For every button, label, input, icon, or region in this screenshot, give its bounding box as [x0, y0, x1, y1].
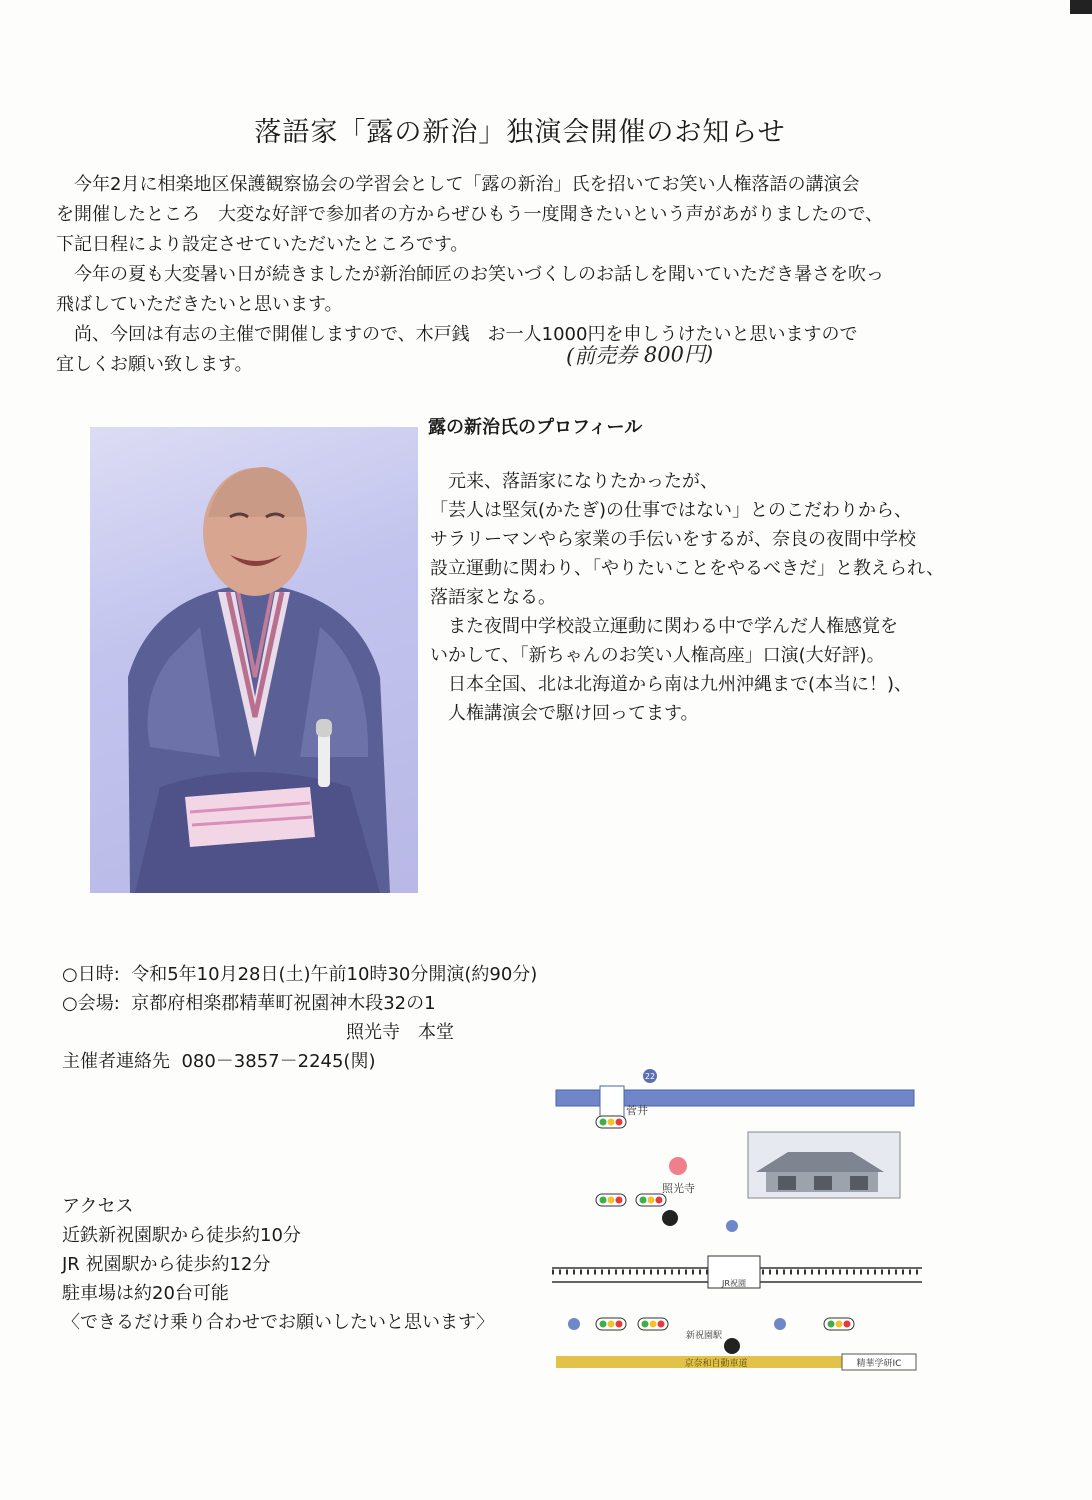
- date-value: 令和5年10月28日(土)午前10時30分開演(約90分): [131, 964, 538, 985]
- intro-line: を開催したところ 大変な好評で参加者の方からぜひもう一度聞きたいという声があがりましたので、: [56, 204, 884, 225]
- access-info: [62, 1192, 494, 1337]
- traffic-light-icon: [824, 1318, 854, 1330]
- traffic-light-icon: [636, 1194, 666, 1206]
- profile-line: いかして、「新ちゃんのお笑い人権高座」口演(大好評)。: [430, 645, 885, 666]
- scan-edge: [1070, 0, 1092, 14]
- access-line: 近鉄新祝園駅から徒歩約10分: [62, 1225, 301, 1246]
- profile-line: また夜間中学校設立運動に関わる中で学んだ人権感覚を: [448, 616, 898, 637]
- contact-phone: 080－3857－2245(関): [181, 1051, 376, 1072]
- access-map: [552, 1068, 922, 1378]
- traffic-light-icon: [638, 1318, 668, 1330]
- intro-line: 下記日程により設定させていただいたところです。: [56, 234, 469, 255]
- venue-value: 京都府相楽郡精華町祝園神木段32の1: [131, 993, 436, 1014]
- profile-line: 元来、落語家になりたかったが、: [448, 471, 718, 492]
- access-title: アクセス: [62, 1196, 134, 1217]
- intro-line: 尚、今回は有志の主催で開催しますので、木戸銭 お一人1000円を申しうけたいと思いますので: [74, 324, 858, 345]
- performer-photo: [90, 427, 418, 893]
- traffic-light-icon: [596, 1194, 626, 1206]
- event-venue-row: [62, 989, 537, 1018]
- profile-text: [430, 467, 990, 728]
- contact-row: [62, 1047, 537, 1076]
- intro-line: 宜しくお願い致します。: [56, 354, 253, 375]
- contact-label: 主催者連絡先: [62, 1051, 170, 1072]
- profile-title: 露の新治氏のプロフィール: [428, 417, 643, 438]
- access-line: 〈できるだけ乗り合わせでお願いしたいと思います〉: [62, 1312, 494, 1333]
- station-marker-icon: [662, 1210, 678, 1226]
- map-jr-label: JR祝園: [722, 1279, 746, 1288]
- venue-building: 照光寺 本堂: [346, 1022, 454, 1043]
- temple-marker-icon: [669, 1157, 687, 1175]
- route-badge-icon: [568, 1318, 580, 1330]
- map-temple-label: 照光寺: [662, 1182, 695, 1195]
- station-marker-icon: [724, 1338, 740, 1354]
- profile-line: サラリーマンやら家業の手伝いをするが、奈良の夜間中学校: [430, 529, 916, 550]
- intro-line: 今年2月に相楽地区保護観察協会の学習会として「露の新治」氏を招いてお笑い人権落語の講演会: [74, 174, 860, 195]
- handwritten-ticket-note: (前売券 800円): [565, 341, 714, 369]
- date-label: ○日時:: [62, 964, 120, 985]
- profile-line: 設立運動に関わり、「やりたいことをやるべきだ」と教えられ、: [430, 558, 945, 579]
- route-badge-icon: [774, 1318, 786, 1330]
- event-details: [62, 960, 537, 1076]
- profile-line: 「芸人は堅気(かたぎ)の仕事ではない」とのこだわりから、: [430, 500, 913, 521]
- map-route-label: 京奈和自動車道: [684, 1359, 748, 1369]
- profile-line: 人権講演会で駆け回ってます。: [448, 703, 699, 724]
- profile-line: 日本全国、北は北海道から南は九州沖縄まで(本当に！)、: [448, 674, 913, 695]
- map-route-number: 22: [644, 1072, 656, 1081]
- traffic-light-icon: [596, 1116, 626, 1128]
- route-badge-icon: [726, 1220, 738, 1232]
- traffic-light-icon: [596, 1318, 626, 1330]
- page-title: 落語家「露の新治」独演会開催のお知らせ: [254, 117, 786, 148]
- intro-line: 飛ばしていただきたいと思います。: [56, 294, 343, 315]
- map-ic-label: 精華学研IC: [856, 1359, 902, 1369]
- map-label-top: 菅井: [626, 1104, 648, 1117]
- map-station-label: 新祝園駅: [685, 1331, 723, 1341]
- intro-text: [56, 170, 996, 380]
- profile-line: 落語家となる。: [430, 587, 556, 608]
- intro-line: 今年の夏も大変暑い日が続きましたが新治師匠のお笑いづくしのお話しを聞いていただき暑さを吹っ: [74, 264, 884, 285]
- event-date-row: [62, 960, 537, 989]
- access-line: 駐車場は約20台可能: [62, 1283, 229, 1304]
- venue-label: ○会場:: [62, 993, 120, 1014]
- access-line: JR 祝園駅から徒歩約12分: [62, 1254, 271, 1275]
